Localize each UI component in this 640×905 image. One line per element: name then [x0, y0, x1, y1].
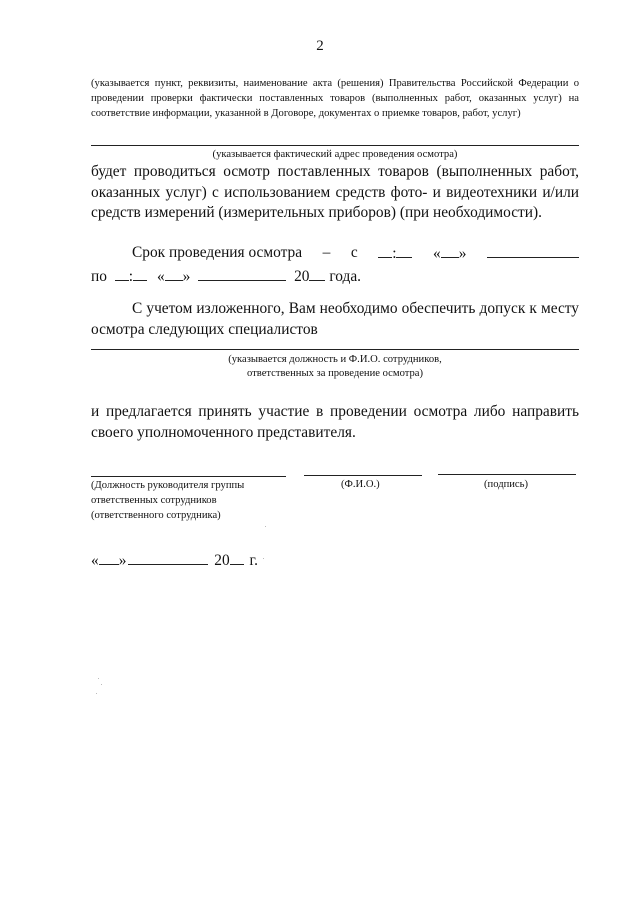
- period-dash: –: [322, 244, 331, 261]
- period-to-row: по : « » 20 года.: [91, 268, 362, 285]
- period-label: Срок проведения осмотра: [132, 244, 303, 261]
- specialists-caption-1: (указывается должность и Ф.И.О. сотрудников,: [228, 354, 442, 365]
- position-label: (Должность руководителя группы ответственных сотрудников (ответственного сотрудника): [91, 480, 245, 521]
- period-from-time: :: [378, 243, 412, 264]
- period-from: с: [350, 244, 358, 261]
- period-year-prefix: 20: [294, 268, 310, 285]
- period-year-suffix: года.: [329, 268, 362, 285]
- scan-speck: [263, 558, 264, 559]
- period-from-month-blank: [487, 243, 579, 258]
- period-from-day: « »: [433, 245, 467, 262]
- invite-paragraph: и предлагается принять участие в проведении осмотра либо направить своего уполномоченного представителя.: [91, 403, 579, 441]
- access-paragraph: С учетом изложенного, Вам необходимо обеспечить допуск к месту осмотра следующих специалистов: [91, 300, 579, 338]
- specialists-line: [91, 349, 579, 350]
- specialists-caption-2: ответственных за проведение осмотра): [246, 368, 424, 379]
- period-from-row: [91, 243, 579, 264]
- address-line: [91, 145, 579, 146]
- page-number: 2: [316, 38, 324, 54]
- act-reference-note: (указывается пункт, реквизиты, наименование акта (решения) Правительства Российской Федерации о проведении проверки фактически поставленных товаров (выполненных работ, оказанных услуг) на соответствие информации, указанной в Договоре, документах о приемке товаров, работ, услуг): [91, 78, 579, 119]
- period-to-month-blank: [198, 266, 286, 281]
- address-caption: (указывается фактический адрес проведения осмотра): [212, 149, 458, 160]
- period-to: по: [91, 268, 107, 285]
- sign-label: (подпись): [484, 479, 528, 490]
- scan-speck: [98, 678, 99, 679]
- inspection-paragraph: будет проводиться осмотр поставленных товаров (выполненных работ, оказанных услуг) с использованием средств фото- и видеотехники и/или средств измерений (измерительных приборов) (при необходимости).: [91, 163, 579, 221]
- name-signature-line: [304, 475, 422, 476]
- scan-speck: [96, 693, 97, 694]
- position-signature-line: [91, 476, 286, 477]
- inspection-period: [91, 243, 579, 287]
- sign-signature-line: [438, 474, 576, 475]
- scan-speck: [265, 526, 266, 527]
- name-label: (Ф.И.О.): [341, 479, 380, 490]
- scan-speck: [101, 684, 102, 685]
- footer-date: « » 20 г.: [91, 552, 258, 569]
